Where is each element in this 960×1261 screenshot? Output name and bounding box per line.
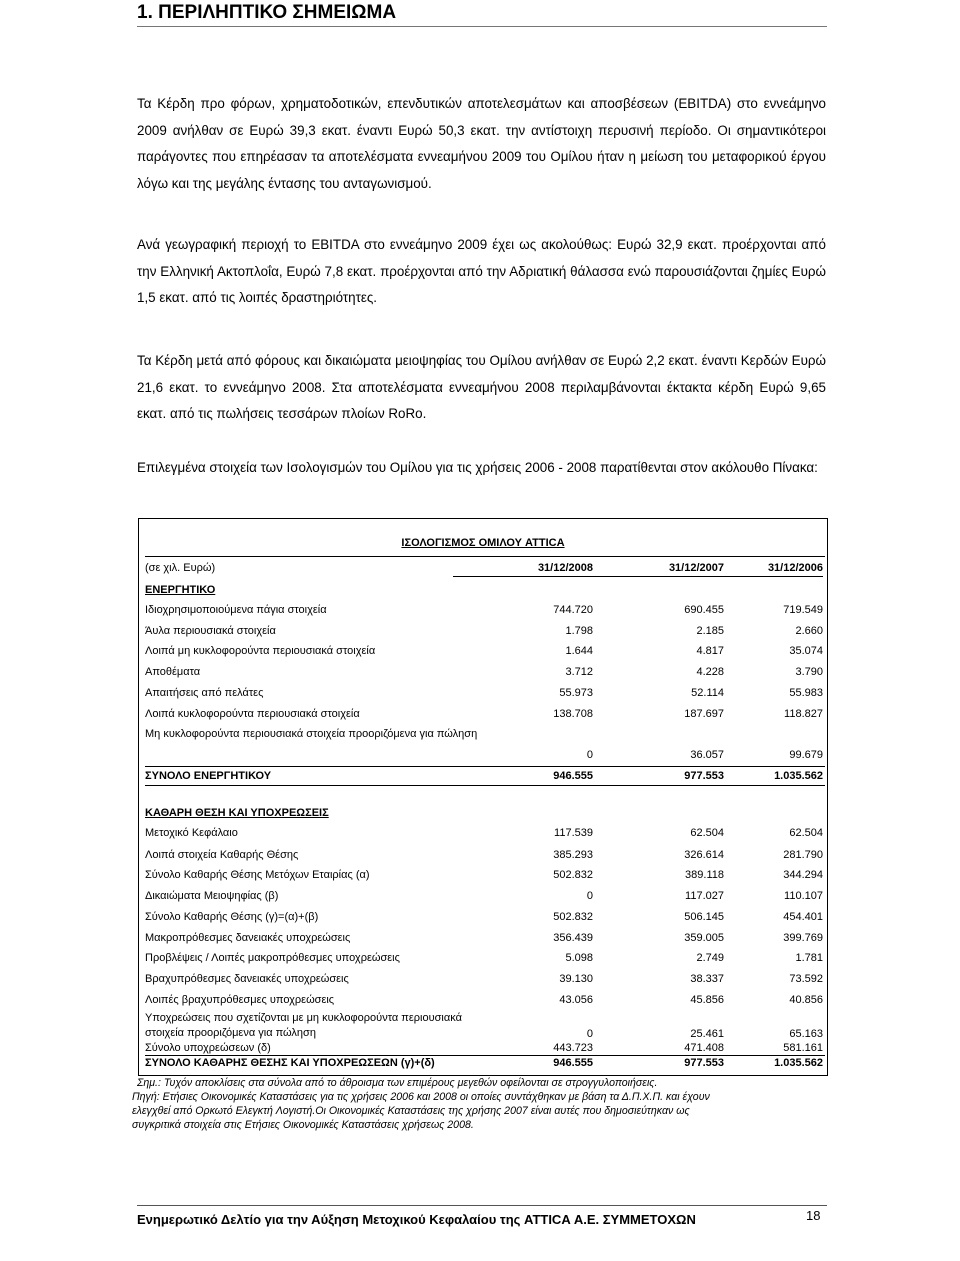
section-heading-assets — [145, 582, 825, 598]
cell-value: 502.832 — [553, 869, 593, 881]
row-label: Βραχυπρόθεσμες δανειακές υποχρεώσεις — [145, 973, 349, 985]
table-row — [145, 971, 825, 987]
row-label: Λοιπά στοιχεία Καθαρής Θέσης — [145, 849, 299, 861]
row-label: Άυλα περιουσιακά στοιχεία — [145, 625, 276, 637]
page-number: 18 — [806, 1208, 821, 1223]
cell-value: 35.074 — [789, 645, 823, 657]
cell-value: 281.790 — [783, 849, 823, 861]
table-row — [145, 602, 825, 618]
row-label: Δικαιώματα Μειοψηφίας (β) — [145, 890, 279, 902]
row-label: Σύνολο υποχρεώσεων (δ) — [145, 1042, 271, 1054]
cell-value: 38.337 — [690, 973, 724, 985]
cell-value: 1.781 — [795, 952, 823, 964]
cell-value: 36.057 — [690, 749, 724, 761]
table-row — [145, 825, 825, 841]
row-label: Απαιτήσεις από πελάτες — [145, 687, 264, 699]
table-row — [145, 909, 825, 925]
cell-value: 359.005 — [684, 932, 724, 944]
row-label: Αποθέματα — [145, 666, 201, 678]
cell-value: 117.539 — [554, 827, 593, 839]
cell-value: 385.293 — [553, 849, 593, 861]
table-row — [145, 747, 825, 763]
table-row — [145, 643, 825, 659]
table-row — [145, 950, 825, 966]
cell-value: 187.697 — [684, 708, 724, 720]
row-label: Ιδιοχρησιμοποιούμενα πάγια στοιχεία — [145, 604, 327, 616]
row-label: Μακροπρόθεσμες δανειακές υποχρεώσεις — [145, 932, 351, 944]
cell-value: 110.107 — [784, 890, 823, 902]
cell-value: 506.145 — [684, 911, 724, 923]
total-value: 977.553 — [684, 1057, 724, 1069]
total-value: 946.555 — [553, 770, 593, 782]
cell-value: 2.185 — [696, 625, 724, 637]
row-label: Σύνολο Καθαρής Θέσης (γ)=(α)+(β) — [145, 911, 319, 923]
liabilities-heading: ΚΑΘΑΡΗ ΘΕΣΗ ΚΑΙ ΥΠΟΧΡΕΩΣΕΙΣ — [145, 807, 329, 819]
cell-value: 55.973 — [559, 687, 593, 699]
total-value: 1.035.562 — [774, 770, 823, 782]
cell-value: 62.504 — [789, 827, 823, 839]
row-label: Σύνολο Καθαρής Θέσης Μετόχων Εταιρίας (α) — [145, 869, 370, 881]
rounding-note: Σημ.: Τυχόν αποκλίσεις στα σύνολα από το άθροισμα των επιμέρους μεγεθών οφείλονται σε στρογγυλοποιήσεις. — [137, 1077, 658, 1089]
cell-value: 1.644 — [565, 645, 593, 657]
section-heading-liabilities — [145, 805, 825, 821]
total-divider — [145, 766, 825, 767]
cell-value: 99.679 — [789, 749, 823, 761]
cell-value: 65.163 — [789, 1028, 823, 1040]
cell-value: 62.504 — [690, 827, 724, 839]
cell-value: 1.798 — [565, 625, 593, 637]
table-header-row — [145, 560, 825, 576]
cell-value: 356.439 — [553, 932, 593, 944]
column-header: 31/12/2008 — [453, 560, 593, 577]
cell-value: 45.856 — [690, 994, 724, 1006]
cell-value: 0 — [586, 749, 593, 761]
cell-value: 2.749 — [696, 952, 724, 964]
cell-value: 55.983 — [789, 687, 823, 699]
footer-text: Ενημερωτικό Δελτίο για την Αύξηση Μετοχικού Κεφαλαίου της ATTICA Α.Ε. ΣΥΜΜΕΤΟΧΩΝ — [137, 1212, 696, 1227]
total-value: 946.555 — [553, 1057, 593, 1069]
cell-value: 4.817 — [696, 645, 724, 657]
cell-value: 117.027 — [685, 890, 724, 902]
total-label: ΣΥΝΟΛΟ ΚΑΘΑΡΗΣ ΘΕΣΗΣ ΚΑΙ ΥΠΟΧΡΕΩΣΕΩΝ (γ)+(δ) — [145, 1057, 435, 1069]
total-divider — [145, 785, 825, 786]
table-divider — [145, 556, 825, 557]
source-note: Πηγή: Ετήσιες Οικονομικές Καταστάσεις για τις χρήσεις 2006 και 2008 οι οποίες συντάχθηκαν με βάση τα Δ.Π.Χ.Π. και έχουν ελεγχθεί από Ορκωτό Ελεγκτή Λογιστή.Οι Οικονομικές Καταστάσεις της χρήσης 2007 είναι αυτές που δημοσιεύτηκαν ως συγκριτικά στοιχεία στις Ετήσιες Οικονομικές Καταστάσεις χρήσεως 2008. — [132, 1091, 710, 1131]
table-row — [145, 623, 825, 639]
cell-value: 39.130 — [559, 973, 593, 985]
cell-value: 744.720 — [553, 604, 593, 616]
table-row — [145, 664, 825, 680]
cell-value: 389.118 — [685, 869, 724, 881]
row-label: Μη κυκλοφορούντα περιουσιακά στοιχεία προοριζόμενα για πώληση — [145, 728, 478, 740]
cell-value: 43.056 — [559, 994, 593, 1006]
cell-value: 5.098 — [565, 952, 593, 964]
table-row — [145, 930, 825, 946]
row-label: Λοιπές βραχυπρόθεσμες υποχρεώσεις — [145, 994, 335, 1006]
cell-value: 73.592 — [789, 973, 823, 985]
table-row — [145, 1040, 825, 1056]
cell-value: 471.408 — [684, 1042, 724, 1054]
cell-value: 581.161 — [783, 1042, 823, 1054]
table-row — [145, 706, 825, 722]
total-value: 1.035.562 — [774, 1057, 823, 1069]
cell-value: 118.827 — [784, 708, 823, 720]
assets-heading: ΕΝΕΡΓΗΤΙΚΟ — [145, 584, 216, 596]
page-title: 1. ΠΕΡΙΛΗΠΤΙΚΟ ΣΗΜΕΙΩΜΑ — [137, 2, 827, 27]
cell-value: 326.614 — [684, 849, 724, 861]
cell-value: 454.401 — [783, 911, 823, 923]
table-row — [145, 888, 825, 904]
table-row — [145, 685, 825, 701]
cell-value: 138.708 — [553, 708, 593, 720]
cell-value: 3.790 — [795, 666, 823, 678]
column-header: 31/12/2007 — [584, 560, 724, 577]
cell-value: 25.461 — [690, 1028, 724, 1040]
cell-value: 3.712 — [565, 666, 593, 678]
cell-value: 344.294 — [783, 869, 823, 881]
cell-value: 52.114 — [691, 687, 724, 699]
paragraph-table-intro: Επιλεγμένα στοιχεία των Ισολογισμών του Ομίλου για τις χρήσεις 2006 - 2008 παρατίθενται στον ακόλουθο Πίνακα: — [137, 460, 818, 475]
table-total-row — [145, 1055, 825, 1071]
cell-value: 719.549 — [783, 604, 823, 616]
column-header: 31/12/2006 — [683, 560, 823, 577]
total-value: 977.553 — [684, 770, 724, 782]
cell-value: 2.660 — [795, 625, 823, 637]
cell-value: 40.856 — [789, 994, 823, 1006]
table-total-row — [145, 768, 825, 784]
table-row — [145, 847, 825, 863]
row-label: Προβλέψεις / Λοιπές μακροπρόθεσμες υποχρεώσεις — [145, 952, 400, 964]
balance-sheet-title: ΙΣΟΛΟΓΙΣΜΟΣ ΟΜΙΛΟΥ ATTICA — [401, 537, 565, 549]
row-label: Υποχρεώσεις που σχετίζονται με μη κυκλοφορούντα περιουσιακά στοιχεία προοριζόμενα για πώληση — [145, 1012, 462, 1039]
paragraph-ebitda: Τα Κέρδη προ φόρων, χρηματοδοτικών, επενδυτικών αποτελεσμάτων και αποσβέσεων (EBITDA) στο εννεάμηνο 2009 ανήλθαν σε Ευρώ 39,3 εκατ. έναντι Ευρώ 50,3 εκατ. την αντίστοιχη περυσινή περίοδο. Οι σημαντικότεροι παράγοντες που επηρέασαν τα αποτελέσματα εννεαμήνου 2009 του Ομίλου ήταν η μείωση του μεταφορικού έργου λόγω και της μεγάλης έντασης του ανταγωνισμού. — [137, 96, 826, 191]
paragraph-geography: Ανά γεωγραφική περιοχή το EBITDA στο εννεάμηνο 2009 έχει ως ακολούθως: Ευρώ 32,9 εκατ. προέρχονται από την Ελληνική Ακτοπλοΐα, Ευρώ 7,8 εκατ. προέρχονται από την Αδριατική θάλασσα ενώ παρουσιάζονται ζημίες Ευρώ 1,5 εκατ. από τις λοιπές δραστηριότητες. — [137, 237, 826, 305]
cell-value: 443.723 — [553, 1042, 593, 1054]
row-label: Μετοχικό Κεφάλαιο — [145, 827, 238, 839]
table-row — [145, 992, 825, 1008]
cell-value: 690.455 — [684, 604, 724, 616]
cell-value: 502.832 — [553, 911, 593, 923]
table-row — [145, 867, 825, 883]
total-label: ΣΥΝΟΛΟ ΕΝΕΡΓΗΤΙΚΟΥ — [145, 770, 272, 782]
footer-divider — [137, 1205, 827, 1206]
cell-value: 0 — [586, 1028, 593, 1040]
row-label: Λοιπά κυκλοφορούντα περιουσιακά στοιχεία — [145, 708, 360, 720]
cell-value: 4.228 — [696, 666, 724, 678]
paragraph-profit: Τα Κέρδη μετά από φόρους και δικαιώματα μειοψηφίας του Ομίλου ανήλθαν σε Ευρώ 2,2 εκατ. έναντι Κερδών Ευρώ 21,6 εκατ. το εννεάμηνο 2008. Στα αποτελέσματα εννεαμήνου 2008 περιλαμβάνονται έκτακτα κέρδη Ευρώ 9,65 εκατ. από τις πωλήσεις τεσσάρων πλοίων RoRo. — [137, 353, 826, 421]
cell-value: 0 — [586, 890, 593, 902]
cell-value: 399.769 — [783, 932, 823, 944]
row-label: Λοιπά μη κυκλοφορούντα περιουσιακά στοιχεία — [145, 645, 376, 657]
unit-label: (σε χιλ. Ευρώ) — [145, 562, 216, 574]
